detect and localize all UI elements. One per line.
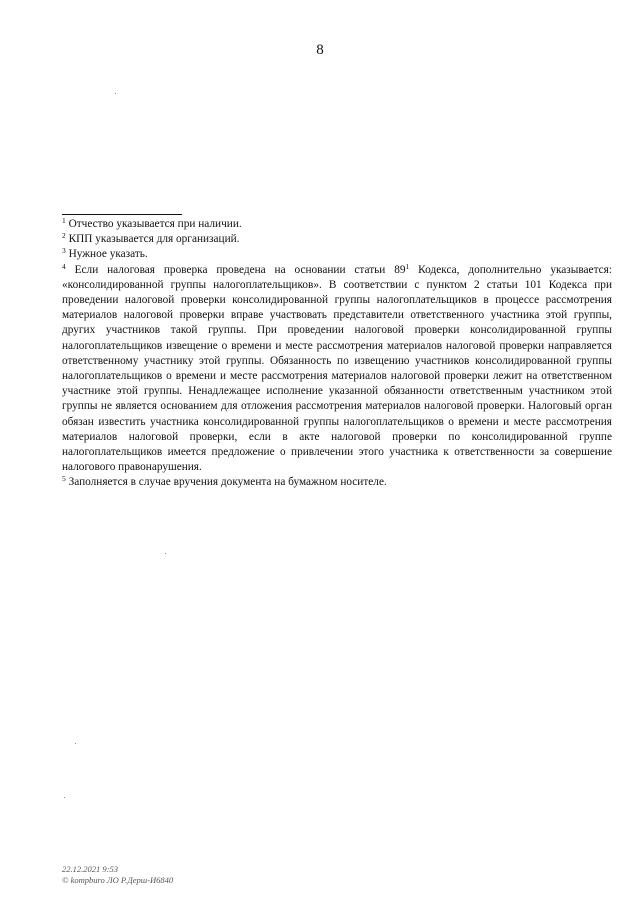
print-stamp (62, 864, 173, 885)
footnote-mark: 2 (62, 231, 66, 241)
footnote-separator (62, 214, 182, 215)
footnotes-block (62, 214, 612, 491)
page-number: 8 (316, 42, 324, 58)
stamp-source: © kompburo ЛО Р.Дерш-И6840 (62, 874, 174, 885)
footnote-text-part-b: Кодекса, дополнительно указывается: «консолидированной группы налогоплательщиков». В соответствии с пунктом 2 статьи 101 Кодекса при проведении налоговой проверки консолидированной группы налогоплательщиков в процессе рассмотрения материалов налоговой проверки вправе участвовать представители ответственного участника этой группы, других участников такой группы. При проведении налоговой проверки консолидированной группы налогоплательщиков извещение о времени и месте рассмотрения материалов налоговой проверки направляется ответственному участнику этой группы. Обязанность по извещению участников консолидированной группы налогоплательщиков о времени и месте рассмотрения материалов налоговой проверки лежит на ответственном участнике этой группы. Ненадлежащее исполнение указанной обязанности ответственным участником этой группы не является основанием для отложения рассмотрения материалов налоговой проверки. Налоговый орган обязан известить участника консолидированной группы налогоплательщиков о времени и месте рассмотрения материалов налоговой проверки, если в акте налоговой проверки по консолидированной группе налогоплательщиков имеется предложение о привлечении этого участника к ответственности за совершение налогового правонарушения. (62, 263, 612, 474)
footnote-2 (62, 232, 612, 247)
footnote-3 (62, 247, 612, 262)
scan-speck (64, 797, 65, 798)
footnote-text: Заполняется в случае вручения документа на бумажном носителе. (65, 476, 387, 489)
article-superscript: 1 (405, 261, 410, 271)
scan-speck (115, 93, 116, 94)
footnote-1 (62, 217, 612, 232)
footnote-text: КПП указывается для организаций. (65, 233, 240, 246)
footnote-mark: 4 (62, 261, 66, 271)
scan-speck (75, 743, 76, 744)
stamp-datetime: 22.12.2021 9:53 (62, 864, 118, 874)
footnote-text: Отчество указывается при наличии. (65, 218, 242, 230)
footnote-mark: 5 (62, 474, 66, 484)
footnote-mark: 3 (62, 246, 66, 256)
scan-speck (165, 553, 166, 554)
footnote-mark: 1 (62, 216, 66, 225)
footnote-text: Нужное указать. (65, 248, 148, 261)
footnote-text-part-a: Если налоговая проверка проведена на основании статьи 89 (65, 263, 406, 276)
footnote-5 (62, 475, 612, 490)
footnote-4 (62, 263, 612, 476)
